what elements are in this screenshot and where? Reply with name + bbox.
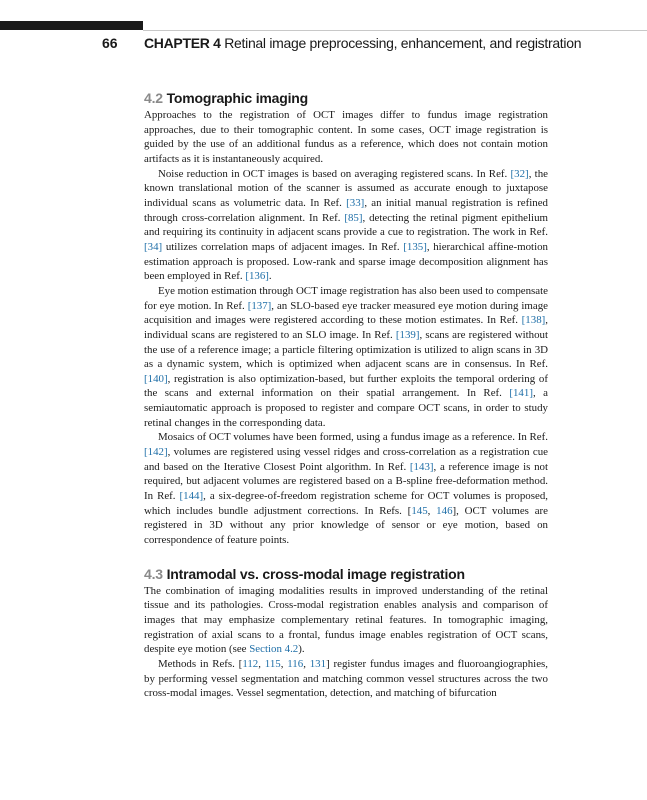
citation-link[interactable]: 116 (287, 657, 304, 670)
citation-link[interactable]: [34] (144, 240, 163, 253)
body-text: Methods in Refs. [ (158, 657, 243, 670)
citation-link[interactable]: [32] (510, 167, 529, 180)
citation-link[interactable]: [138] (521, 314, 546, 327)
header-black-bar (0, 21, 143, 30)
paragraph (144, 430, 548, 547)
body-text: , individual scans are registered to an SLO image. In Ref. (144, 314, 548, 341)
section-title: Tomographic imaging (166, 90, 308, 106)
citation-link[interactable]: [142] (144, 446, 168, 459)
citation-link[interactable]: [141] (509, 387, 533, 400)
body-text: , hierarchical affine-motion estimation approach is proposed. Low-rank and sparse image decomposition alignment has been employed in Ref. (144, 240, 548, 283)
body-text: . (268, 270, 272, 283)
body-text: , the known translational motion of the scanner is assumed as accurate enough to juxtapose individual scans as volumetric data. In Ref. (144, 167, 548, 209)
citation-link[interactable]: 112 (242, 657, 259, 670)
body-text: Approaches to the registration of OCT images differ to fundus image registration approaches, due to their tomographic content. In some cases, OCT image registration is guided by the use of an additional fundus as a reference, which does not contain motion artifacts as it is instantaneously acquired. (144, 109, 548, 165)
chapter-heading (144, 35, 581, 51)
body-text: Mosaics of OCT volumes have been formed, using a fundus image as a reference. In Ref. (158, 431, 548, 444)
citation-link[interactable]: [33] (346, 196, 365, 209)
paragraph (144, 284, 548, 431)
body-text: Noise reduction in OCT images is based on averaging registered scans. In Ref. (158, 167, 511, 180)
section-heading (144, 90, 548, 106)
citation-link[interactable]: [139] (395, 328, 420, 341)
body-text: utilizes correlation maps of adjacent images. In Ref. (162, 240, 404, 253)
section-title: Intramodal vs. cross-modal image registration (166, 565, 465, 582)
body-text: , a six-degree-of-freedom registration scheme for OCT volumes is proposed, which includes bundle adjustment corrections. In Refs. [ (144, 490, 548, 517)
body-text: , a reference image is not required, but adjacent volumes are registered based on a B-spline free-deformation method. In Ref. (144, 460, 548, 503)
body-text: , detecting the retinal pigment epithelium and requiring its continuity in adjacent scans provide a cue to registration. The work in Ref. (144, 211, 548, 239)
body-text: ). (298, 643, 305, 656)
section-4-2 (144, 90, 548, 548)
citation-link[interactable]: 115 (264, 657, 281, 670)
section-number: 4.2 (144, 90, 163, 106)
page-number: 66 (102, 35, 118, 51)
running-header (0, 35, 647, 55)
section-4-3 (144, 566, 548, 701)
body-text: , a semiautomatic approach is proposed to register and compare OCT scans, in order to study retinal changes in the corresponding data. (144, 387, 548, 429)
body-text: ], OCT volumes are registered in 3D without any prior knowledge of sensor or eye motion, based on correspondence of feature points. (144, 504, 548, 547)
paragraph (144, 657, 548, 701)
citation-link[interactable]: [85] (344, 211, 363, 224)
chapter-label: CHAPTER 4 (144, 35, 221, 51)
body-text: , an SLO-based eye tracker measured eye motion during image acquisition and images were registered according to these motion estimates. In Ref. (144, 299, 548, 327)
paragraph (144, 584, 548, 657)
body-text: , (280, 657, 288, 670)
chapter-title: Retinal image preprocessing, enhancement, and registration (224, 35, 582, 51)
section-paragraphs (144, 108, 548, 548)
citation-link[interactable]: Section 4.2 (249, 643, 299, 656)
body-text: ] register fundus images and fluoroangiographies, by performing vessel segmentation and matching common vessel structures across the two cross-modal images. Vessel segmentation, detection, and matching of bifurcation (144, 657, 548, 700)
citation-link[interactable]: [143] (409, 460, 434, 473)
paragraph (144, 167, 548, 284)
citation-link[interactable]: [140] (144, 372, 168, 385)
citation-link[interactable]: 145 (411, 504, 428, 517)
section-number: 4.3 (144, 565, 163, 582)
body-text: Eye motion estimation through OCT image registration has also been used to compensate for eye motion. In Ref. (144, 284, 548, 312)
citation-link[interactable]: [136] (245, 270, 269, 283)
body-text: , registration is also optimization-based, but further exploits the temporal ordering of the scans and external information on their spatial arrangement. In Ref. (144, 372, 548, 400)
body-text: , (427, 504, 437, 517)
body-text: , (258, 657, 265, 670)
header-rule (143, 30, 647, 31)
citation-link[interactable]: [144] (179, 490, 204, 503)
citation-link[interactable]: 146 (436, 504, 453, 517)
body-text: , volumes are registered using vessel ridges and cross-correlation as a registration cue and based on the Iterative Closest Point algorithm. In Ref. (144, 446, 548, 473)
page-body (144, 90, 548, 701)
body-text: , (303, 657, 310, 670)
citation-link[interactable]: [137] (247, 299, 272, 312)
citation-link[interactable]: [135] (403, 240, 427, 253)
section-paragraphs (144, 584, 548, 701)
body-text: , an initial manual registration is refined through cross-correlation alignment. In Ref. (144, 196, 548, 224)
citation-link[interactable]: 131 (309, 657, 327, 670)
body-text: The combination of imaging modalities results in improved understanding of the retinal tissue and its pathologies. Cross-modal registration enables analysis and comparison of images that may emphasize complementary retinal features. In tomographic imaging, registration of axial scans to a frontal, fundus image enables registration of OCT scans, despite eye motion (see (144, 584, 548, 656)
paragraph (144, 108, 548, 167)
body-text: , scans are registered without the use of a reference image; a particle filtering optimization is utilized to align scans in 3D as a dynamic system, which is optimized when adjacent scans are in consensus. In Ref. (144, 328, 548, 371)
section-heading (144, 566, 548, 582)
